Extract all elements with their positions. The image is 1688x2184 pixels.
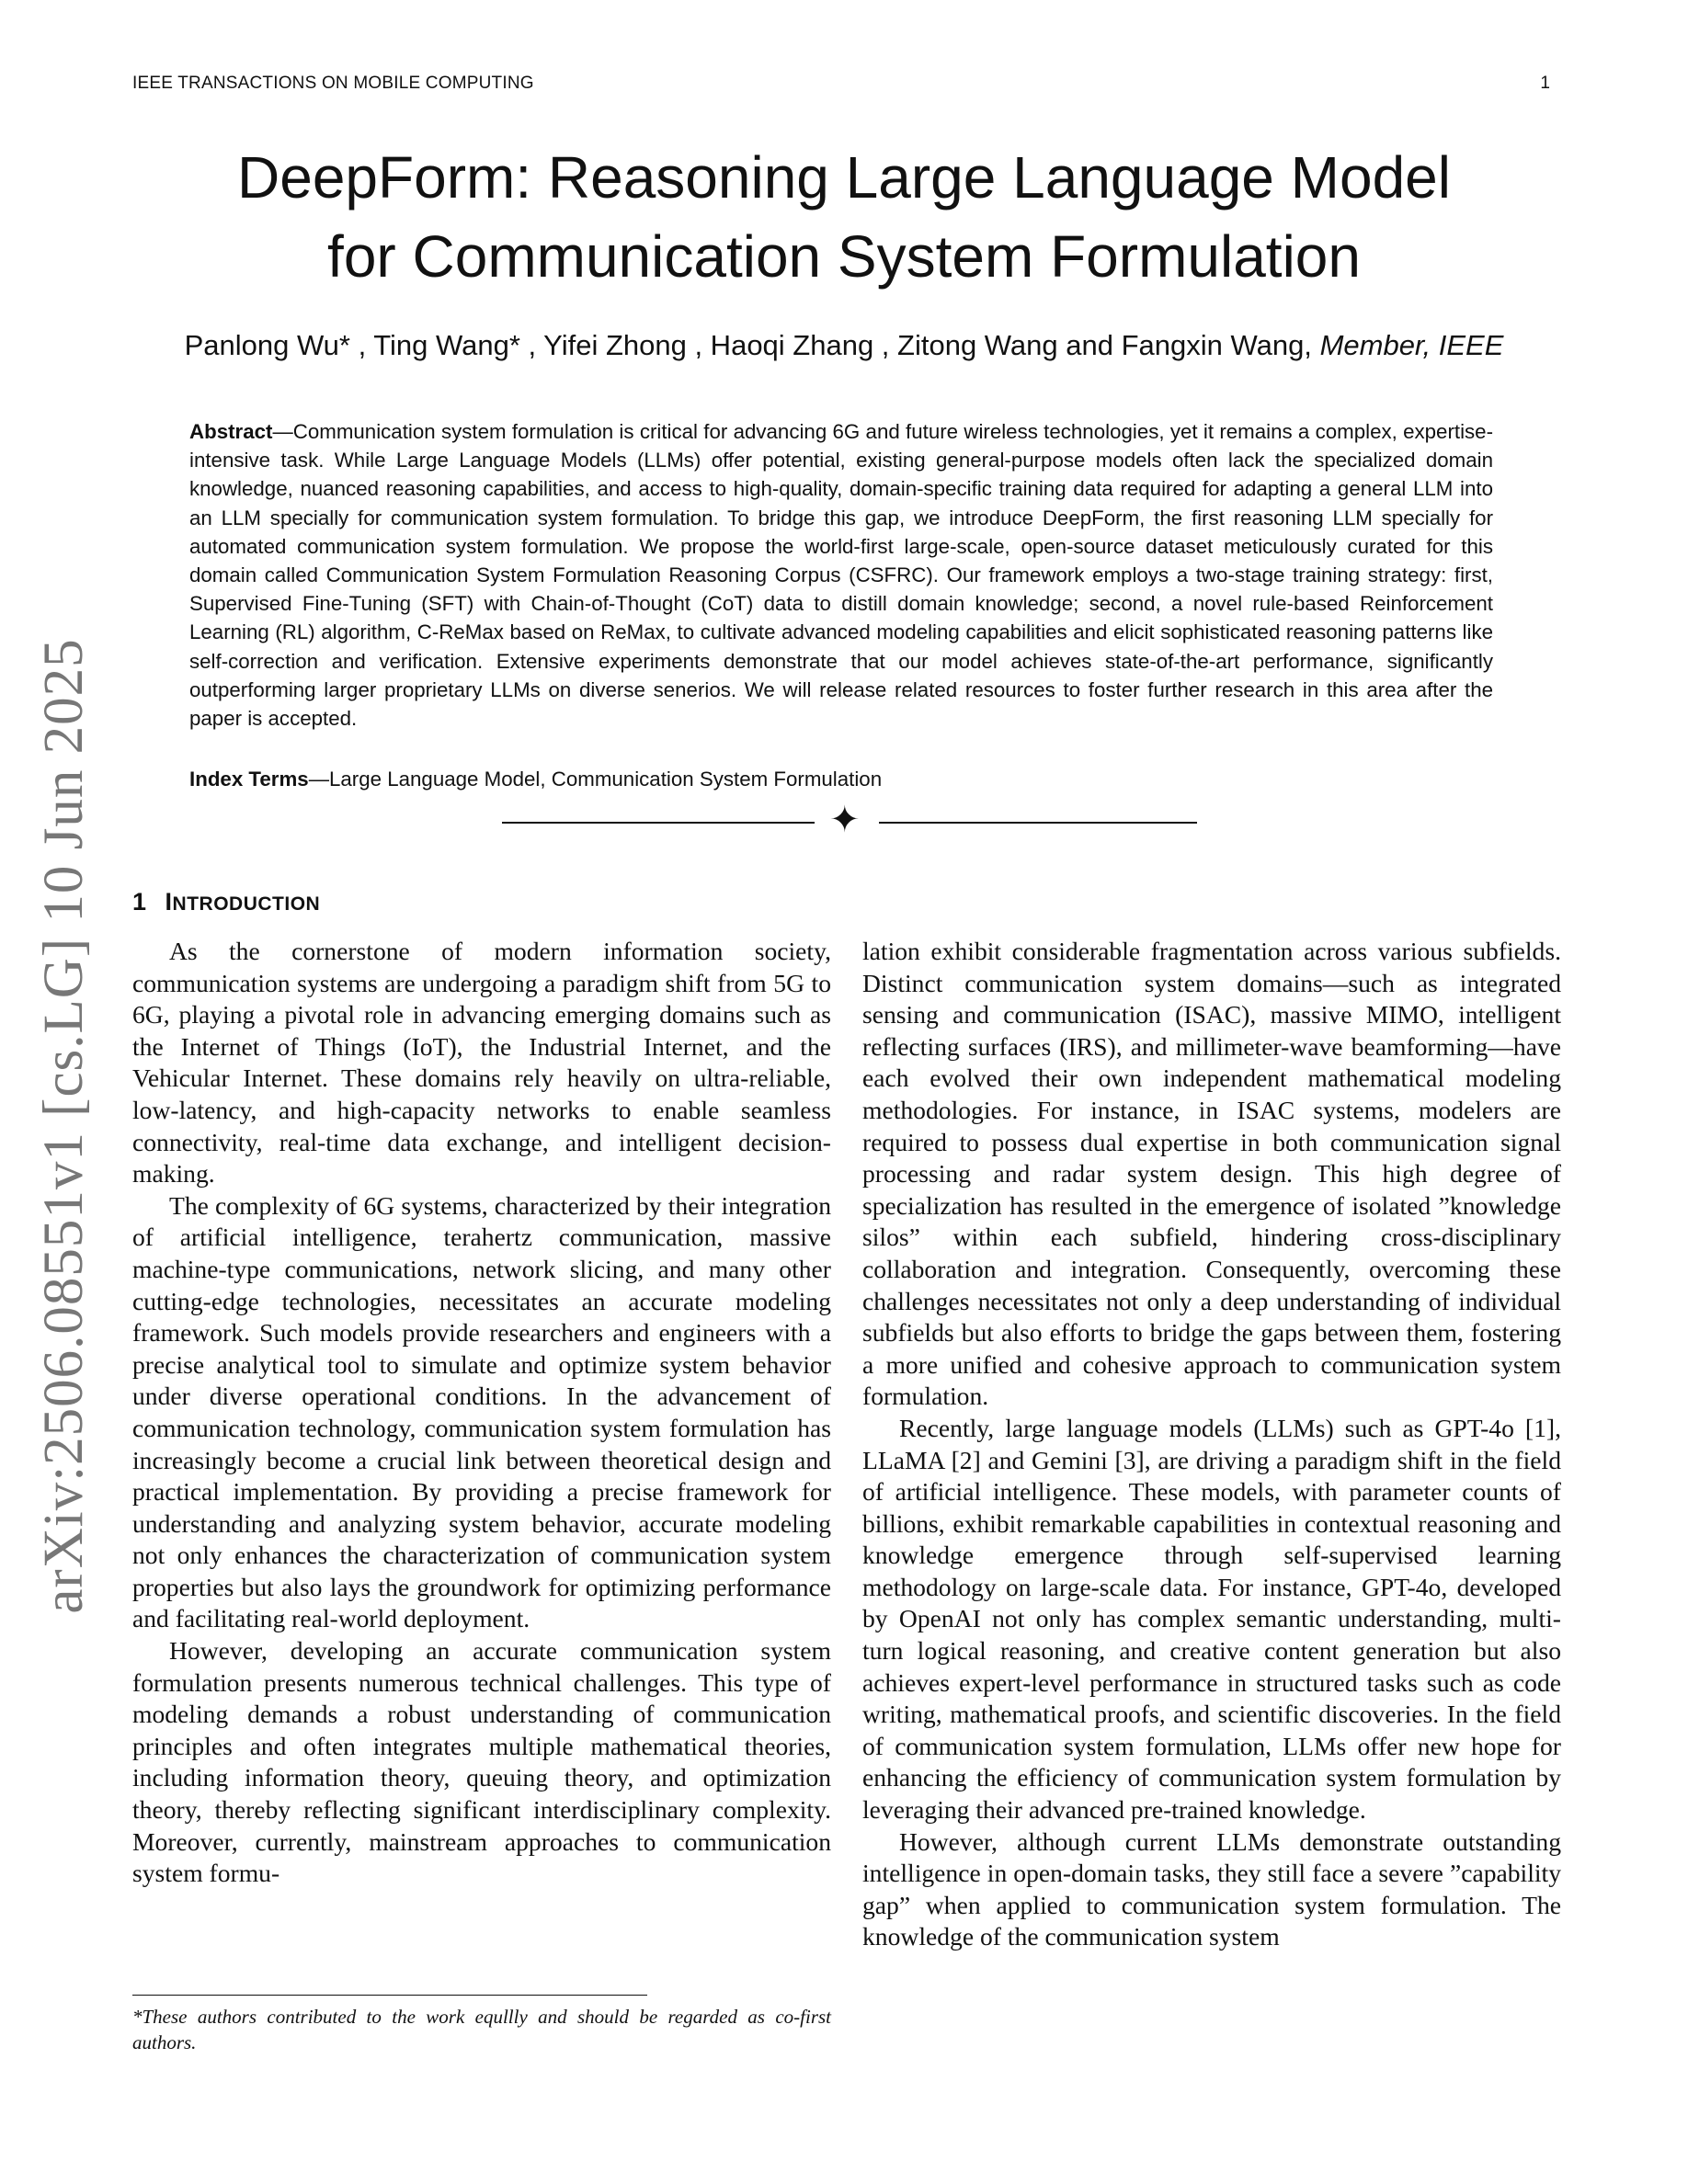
section-number: 1 — [132, 888, 147, 916]
paragraph: lation exhibit considerable fragmentation across various subfields. Distinct communication system domains—such as integrated sensing and communication (ISAC), massive MIMO, intelligent reflecting surfaces (IRS), and millimeter-wave beamforming—have each evolved their own independent mathematical modeling methodologies. For instance, in ISAC systems, modelers are required to possess dual expertise in both communication signal processing and radar system design. This high degree of specialization has resulted in the emergence of isolated ”knowledge silos” within each subfield, hindering cross-disciplinary collaboration and integration. Consequently, overcoming these challenges necessitates not only a deep understanding of individual subfields but also efforts to bridge the gaps between them, fostering a more unified and cohesive approach to communication system formulation. — [862, 937, 1561, 1411]
index-terms-label: Index Terms — [189, 768, 309, 791]
index-terms-text: —Large Language Model, Communication System Formulation — [308, 768, 883, 791]
author-membership: Member, IEEE — [1319, 329, 1504, 361]
left-column — [132, 936, 831, 1890]
abstract — [189, 417, 1493, 733]
divider-star-icon: ✦ — [829, 799, 861, 840]
author-names: Panlong Wu* , Ting Wang* , Yifei Zhong , Haoqi Zhang , Zitong Wang and Fangxin Wang, — [184, 329, 1312, 361]
footnote: *These authors contributed to the work equllly and should be regarded as co-first authors. — [132, 2006, 831, 2053]
title-line-1: DeepForm: Reasoning Large Language Model — [237, 144, 1451, 210]
abstract-label: Abstract — [189, 420, 273, 443]
abstract-text: —Communication system formulation is critical for advancing 6G and future wireless technologies, yet it remains a complex, expertise-intensive task. While Large Language Models (LLMs) offer potential, existing general-purpose models often lack the specialized domain knowledge, nuanced reasoning capabilities, and access to high-quality, domain-specific training data required for adapting a general LLM into an LLM specially for communication system formulation. To bridge this gap, we introduce DeepForm, the first reasoning LLM specially for automated communication system formulation. We propose the world-first large-scale, open-source dataset meticulously curated for this domain called Communication System Formulation Reasoning Corpus (CSFRC). Our framework employs a two-stage training strategy: first, Supervised Fine-Tuning (SFT) with Chain-of-Thought (CoT) data to distill domain knowledge; second, a novel rule-based Reinforcement Learning (RL) algorithm, C-ReMax based on ReMax, to cultivate advanced modeling capabilities and elicit sophisticated reasoning patterns like self-correction and verification. Extensive experiments demonstrate that our model achieves state-of-the-art performance, significantly outperforming larger proprietary LLMs on diverse senerios. We will release related resources to foster further research in this area after the paper is accepted. — [189, 420, 1493, 731]
page-number: 1 — [1540, 74, 1550, 93]
section-title-initial: I — [165, 888, 173, 916]
title-line-2: for Communication System Formulation — [327, 223, 1361, 290]
paper-title — [92, 138, 1596, 296]
paragraph: However, although current LLMs demonstrate outstanding intelligence in open-domain tasks, they still face a severe ”capability gap” when applied to communication system formulation. The knowledge of the communication system — [862, 1826, 1561, 1951]
arxiv-identifier: arXiv:2506.08551v1 [cs.LG] 10 Jun 2025 — [33, 638, 95, 1614]
running-header: IEEE TRANSACTIONS ON MOBILE COMPUTING — [132, 74, 534, 93]
paragraph: However, developing an accurate communication system formulation presents numerous technical challenges. This type of modeling demands a robust understanding of communication principles and often integrates multiple mathematical theories, including information theory, queuing theory, and optimization theory, thereby reflecting significant interdisciplinary complexity. Moreover, currently, mainstream approaches to communication system formu- — [132, 1636, 831, 1888]
right-column — [862, 936, 1561, 1953]
paragraph: The complexity of 6G systems, characterized by their integration of artificial intelligence, terahertz communication, massive machine-type communications, network slicing, and many other cutting-edge technologies, necessitates an accurate modeling framework. Such models provide researchers and engineers with a precise analytical tool to simulate and optimize system behavior under diverse operational conditions. In the advancement of communication technology, communication system formulation has increasingly become a crucial link between theoretical design and practical implementation. By providing a precise framework for understanding and analyzing system behavior, accurate modeling not only enhances the characterization of communication system properties but also lays the groundwork for optimizing performance and facilitating real-world deployment. — [132, 1190, 831, 1633]
paragraph: Recently, large language models (LLMs) such as GPT-4o [1], LLaMA [2] and Gemini [3], are driving a paradigm shift in the field of artificial intelligence. These models, with parameter counts of billions, exhibit remarkable capabilities in contextual reasoning and knowledge emergence through self-supervised learning methodology on large-scale data. For instance, GPT-4o, developed by OpenAI not only has complex semantic understanding, multi-turn logical reasoning, and creative content generation but also achieves expert-level performance in structured tasks such as code writing, mathematical proofs, and scientific discoveries. In the field of communication system formulation, LLMs offer new hope for enhancing the efficiency of communication system formulation by leveraging their advanced pre-trained knowledge. — [862, 1413, 1561, 1825]
index-terms — [189, 765, 1493, 793]
section-heading — [132, 888, 320, 916]
divider-line-right — [879, 822, 1197, 824]
author-list — [92, 329, 1596, 362]
footnote-rule — [132, 1995, 647, 1996]
section-title-rest: NTRODUCTION — [172, 893, 321, 915]
paragraph: As the cornerstone of modern information society, communication systems are undergoing a paradigm shift from 5G to 6G, playing a pivotal role in advancing emerging domains such as the Internet of Things (IoT), the Industrial Internet, and the Vehicular Internet. These domains rely heavily on ultra-reliable, low-latency, and high-capacity networks to enable seamless connectivity, real-time data exchange, and intelligent decision-making. — [132, 937, 831, 1189]
section-divider — [502, 799, 1197, 840]
divider-line-left — [502, 822, 815, 824]
